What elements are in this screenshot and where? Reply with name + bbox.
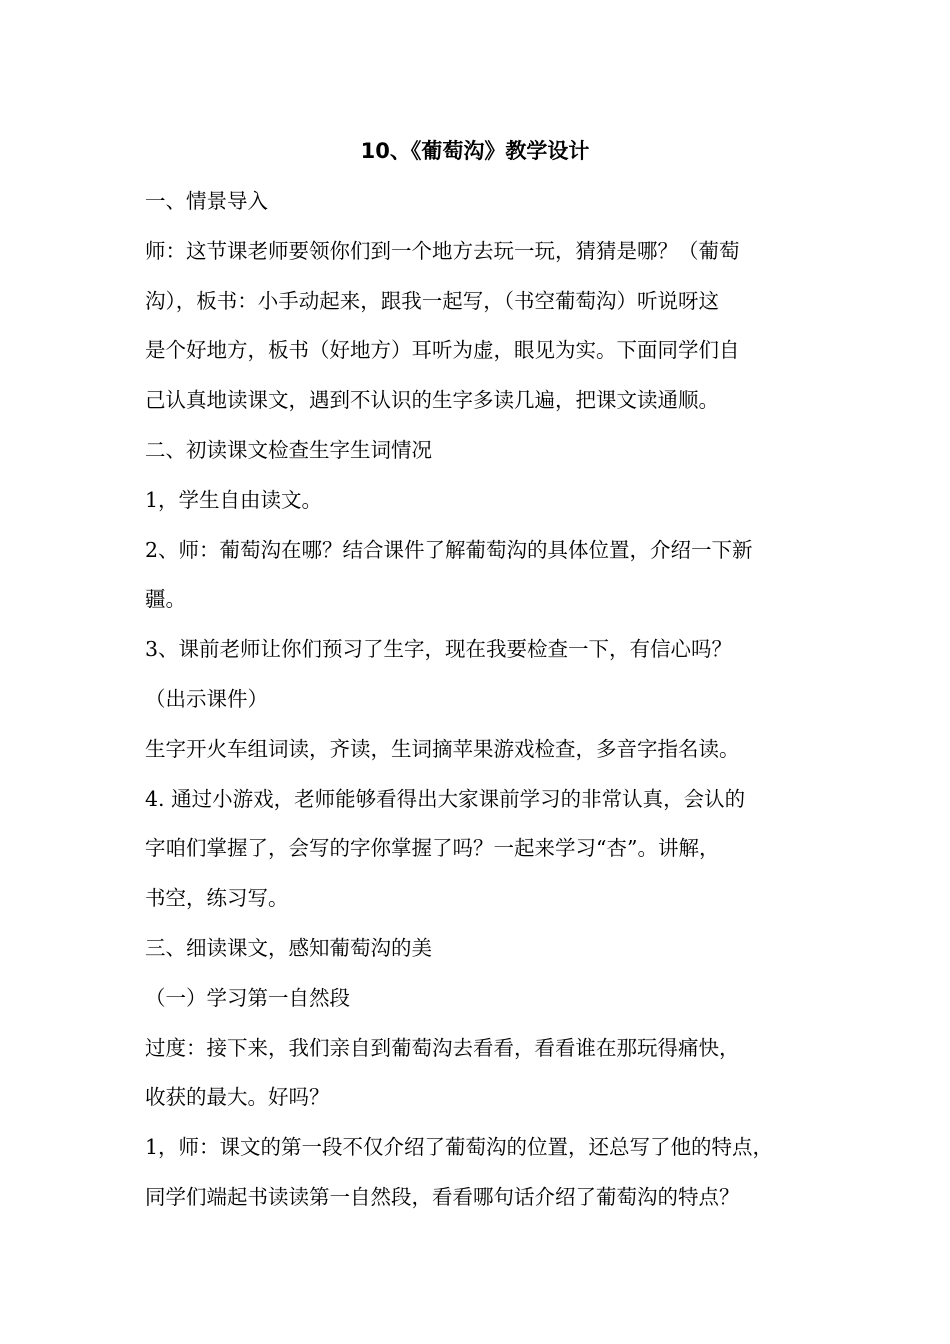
text-line: （出示课件） [145, 686, 268, 711]
text-line: 2、师：葡萄沟在哪？结合课件了解葡萄沟的具体位置，介绍一下新 [145, 537, 753, 562]
text-line: 书空，练习写。 [145, 886, 289, 911]
text-line: 是个好地方，板书（好地方）耳听为虚，眼见为实。下面同学们自 [145, 338, 740, 363]
text-line: 师：这节课老师要领你们到一个地方去玩一玩，猜猜是哪？（葡萄 [145, 238, 740, 263]
text-line: 字咱们掌握了，会写的字你掌握了吗？一起来学习“杏”。讲解， [145, 836, 720, 861]
section-heading-1: 一、情景导入 [145, 189, 268, 213]
text-line: 沟），板书：小手动起来，跟我一起写，（书空葡萄沟）听说呀这 [145, 288, 719, 313]
text-line: 同学们端起书读读第一自然段，看看哪句话介绍了葡萄沟的特点？ [145, 1184, 740, 1209]
text-line: 3、课前老师让你们预习了生字，现在我要检查一下，有信心吗？ [145, 637, 733, 662]
section-heading-3: 三、细读课文，感知葡萄沟的美 [145, 935, 432, 960]
subsection-heading: （一）学习第一自然段 [145, 985, 350, 1010]
text-line: 收获的最大。好吗？ [145, 1085, 330, 1110]
text-line: 1，学生自由读文。 [145, 487, 323, 512]
text-line: 疆。 [145, 587, 186, 612]
text-line: 4. 通过小游戏，老师能够看得出大家课前学习的非常认真，会认的 [145, 786, 746, 811]
section-heading-2: 二、初读课文检查生字生词情况 [145, 437, 432, 462]
document-body [145, 183, 835, 1229]
text-line: 1，师：课文的第一段不仅介绍了葡萄沟的位置，还总写了他的特点， [145, 1135, 774, 1160]
text-line: 生字开火车组词读，齐读，生词摘苹果游戏检查，多音字指名读。 [145, 736, 740, 761]
document-title: 10、《葡萄沟》教学设计 [360, 139, 590, 163]
text-line: 己认真地读课文，遇到不认识的生字多读几遍，把课文读通顺。 [145, 388, 719, 413]
text-line: 过度：接下来，我们亲自到葡萄沟去看看，看看谁在那玩得痛快， [145, 1035, 740, 1060]
